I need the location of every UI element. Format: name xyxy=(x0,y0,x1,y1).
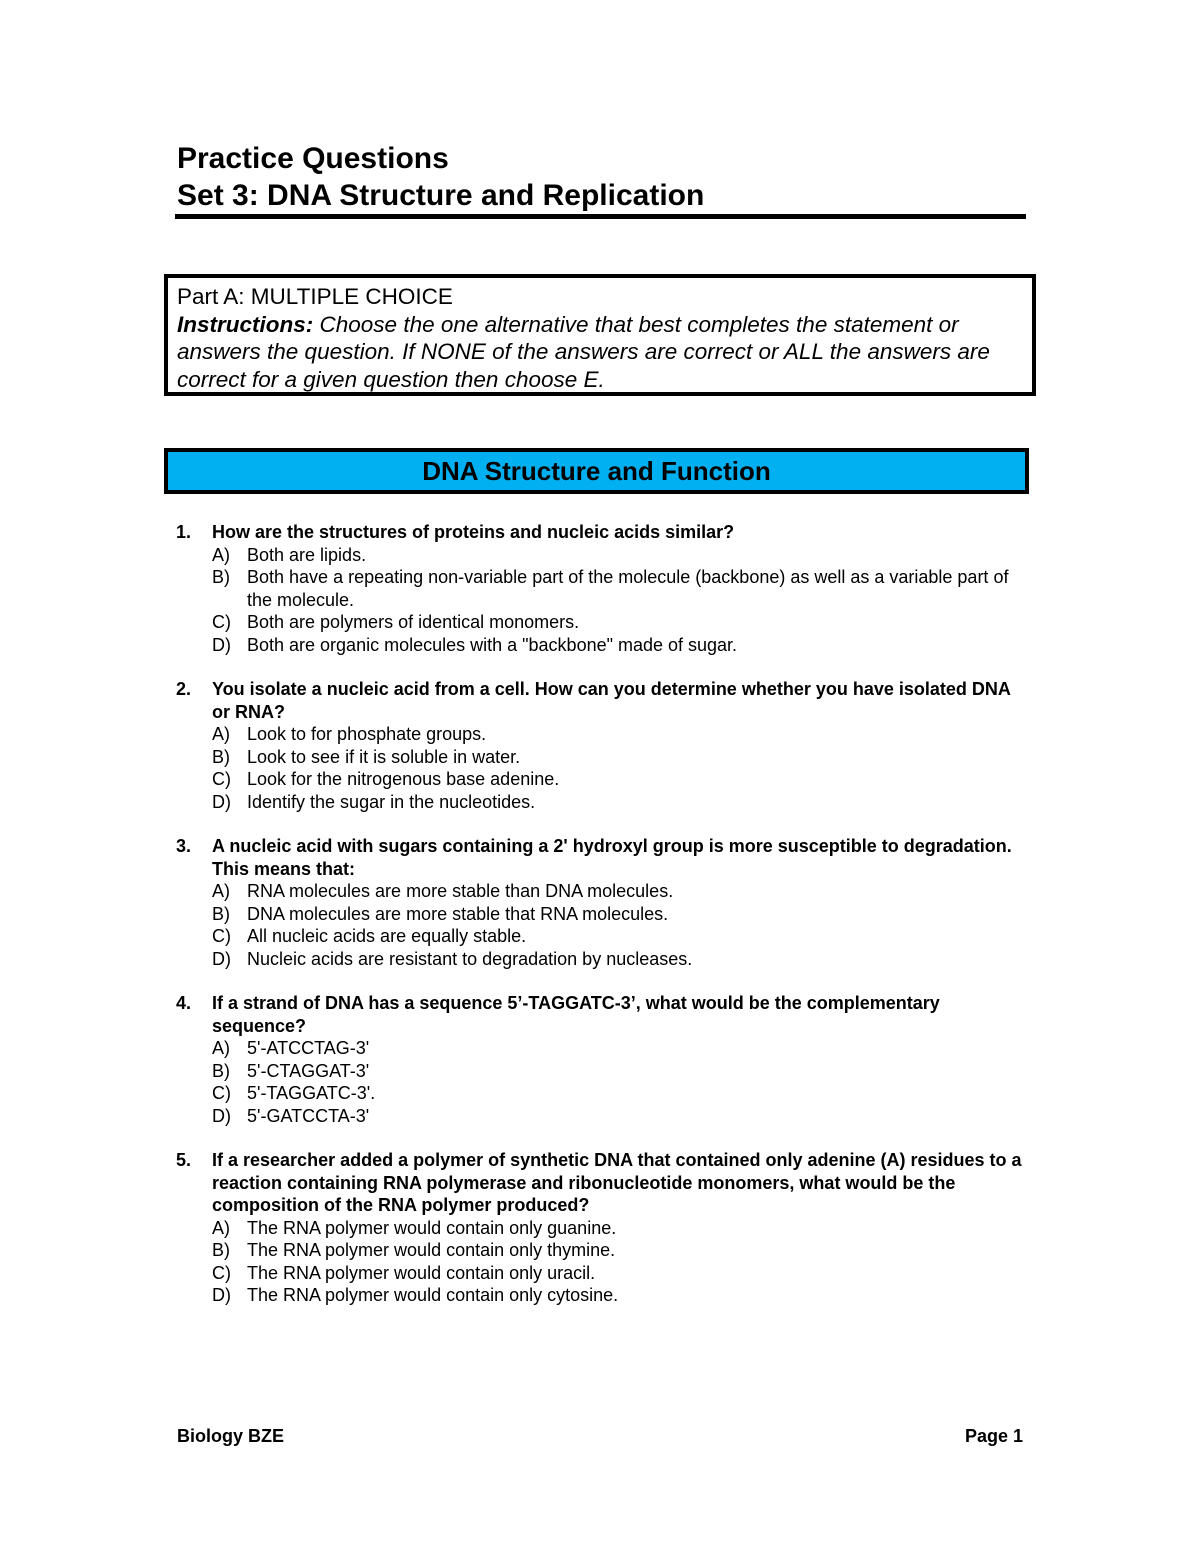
option-text: Both are polymers of identical monomers. xyxy=(247,612,580,632)
option-text: 5'-GATCCTA-3' xyxy=(247,1105,370,1126)
answer-option xyxy=(212,1262,1036,1285)
option-letter: A) xyxy=(212,1217,230,1238)
question-number: 4. xyxy=(176,993,192,1013)
question-text: A nucleic acid with sugars containing a 2' hydroxyl group is more susceptible to degradation. This means that: xyxy=(212,836,1012,879)
question-number: 3. xyxy=(176,836,192,856)
answer-option xyxy=(212,634,1036,657)
question-number: 2. xyxy=(176,679,192,699)
answer-option xyxy=(212,1037,1036,1060)
option-text: 5'-TAGGATC-3'. xyxy=(247,1083,376,1103)
option-letter: A) xyxy=(212,1038,230,1058)
option-letter: D) xyxy=(212,1105,231,1126)
answer-option xyxy=(212,791,1036,814)
answer-option xyxy=(212,903,1036,926)
question-list xyxy=(176,521,1036,1329)
answer-option xyxy=(212,948,1036,971)
footer-page-number: Page 1 xyxy=(964,1426,1023,1446)
option-text: The RNA polymer would contain only uracil. xyxy=(247,1262,596,1283)
answer-option xyxy=(212,1284,1036,1307)
section-header xyxy=(164,448,1029,494)
option-letter: C) xyxy=(212,926,231,946)
option-letter: C) xyxy=(212,1262,231,1283)
option-text: Look for the nitrogenous base adenine. xyxy=(247,769,560,789)
question-text: You isolate a nucleic acid from a cell. How can you determine whether you have isolated DNA or RNA? xyxy=(212,679,1011,722)
question-1 xyxy=(176,521,1036,656)
question-3 xyxy=(176,835,1036,970)
question-5 xyxy=(176,1149,1036,1307)
answer-option xyxy=(212,768,1036,791)
option-letter: B) xyxy=(212,1240,230,1260)
option-text: RNA molecules are more stable than DNA molecules. xyxy=(247,881,674,901)
title-line-2: Set 3: DNA Structure and Replication xyxy=(177,179,705,212)
answer-option xyxy=(212,925,1036,948)
option-letter: A) xyxy=(212,724,230,744)
option-text: DNA molecules are more stable that RNA molecules. xyxy=(247,903,669,924)
option-letter: B) xyxy=(212,1060,230,1081)
page-title xyxy=(177,140,1026,214)
option-text: Look to see if it is soluble in water. xyxy=(247,746,521,767)
answer-option xyxy=(212,1082,1036,1105)
answer-option xyxy=(212,611,1036,634)
option-text: 5'-CTAGGAT-3' xyxy=(247,1060,370,1081)
part-heading: Part A: MULTIPLE CHOICE xyxy=(177,284,453,309)
option-letter: D) xyxy=(212,791,231,812)
question-text: How are the structures of proteins and nucleic acids similar? xyxy=(212,522,735,542)
option-letter: B) xyxy=(212,567,230,587)
question-text: If a strand of DNA has a sequence 5’-TAGGATC-3’, what would be the complementary sequence? xyxy=(212,993,940,1036)
answer-option xyxy=(212,1105,1036,1128)
instructions-box xyxy=(164,274,1036,396)
option-letter: C) xyxy=(212,612,231,632)
option-letter: D) xyxy=(212,634,231,655)
option-letter: D) xyxy=(212,1285,231,1305)
question-number: 5. xyxy=(176,1150,192,1170)
answer-option xyxy=(212,880,1036,903)
answer-option xyxy=(212,1217,1036,1240)
answer-option xyxy=(212,544,1036,567)
section-title: DNA Structure and Function xyxy=(422,455,771,486)
title-line-1: Practice Questions xyxy=(177,142,449,175)
option-letter: C) xyxy=(212,1083,231,1103)
option-text: All nucleic acids are equally stable. xyxy=(247,926,527,946)
answer-option xyxy=(212,723,1036,746)
answer-option xyxy=(212,746,1036,769)
option-letter: B) xyxy=(212,746,230,767)
instructions-label: Instructions: xyxy=(177,311,314,337)
answer-option xyxy=(212,1060,1036,1083)
option-letter: C) xyxy=(212,769,231,789)
answer-option xyxy=(212,1239,1036,1262)
option-letter: A) xyxy=(212,881,230,901)
instructions-text: Choose the one alternative that best completes the statement or answers the question. If NONE of the answers are correct or ALL the answers are correct for a given question then choose E. xyxy=(177,311,990,392)
option-text: Both are lipids. xyxy=(247,544,367,565)
question-2 xyxy=(176,678,1036,813)
option-text: The RNA polymer would contain only thymine. xyxy=(247,1240,616,1260)
option-letter: B) xyxy=(212,903,230,924)
option-letter: D) xyxy=(212,948,231,969)
option-text: 5'-ATCCTAG-3' xyxy=(247,1038,370,1058)
instructions-paragraph xyxy=(177,311,1010,394)
option-text: The RNA polymer would contain only guanine. xyxy=(247,1217,617,1238)
footer-course: Biology BZE xyxy=(177,1426,284,1446)
option-text: The RNA polymer would contain only cytosine. xyxy=(247,1285,619,1305)
option-letter: A) xyxy=(212,544,230,565)
option-text: Look to for phosphate groups. xyxy=(247,724,487,744)
title-divider xyxy=(175,214,1026,219)
option-text: Nucleic acids are resistant to degradation by nucleases. xyxy=(247,948,693,969)
question-number: 1. xyxy=(176,522,192,542)
option-text: Identify the sugar in the nucleotides. xyxy=(247,791,536,812)
option-text: Both have a repeating non-variable part of the molecule (backbone) as well as a variable part of the molecule. xyxy=(247,567,1009,610)
question-text: If a researcher added a polymer of synthetic DNA that contained only adenine (A) residues to a reaction containing RNA polymerase and ribonucleotide monomers, what would be the composition of the RNA polymer produced? xyxy=(212,1150,1022,1215)
answer-option xyxy=(212,566,1036,611)
option-text: Both are organic molecules with a "backbone" made of sugar. xyxy=(247,634,738,655)
question-4 xyxy=(176,992,1036,1127)
